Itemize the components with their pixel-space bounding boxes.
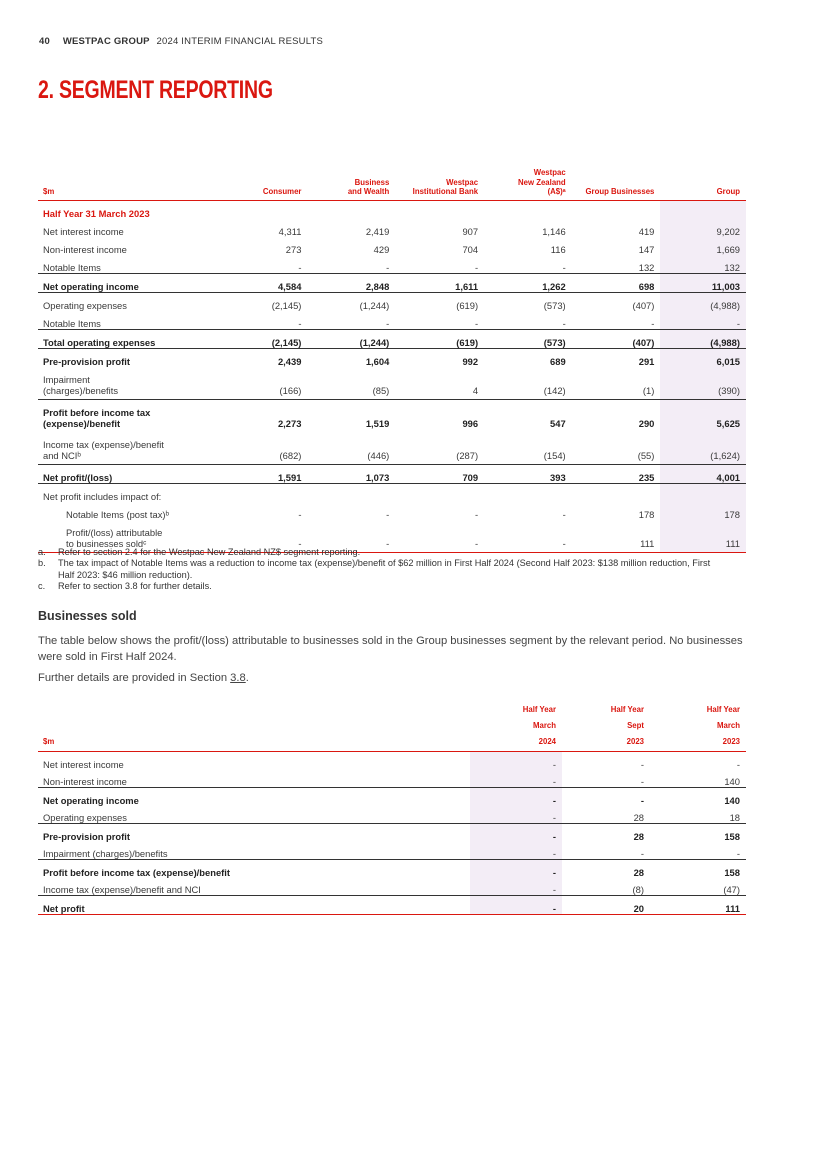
unit-header: $m (38, 702, 470, 752)
footnote: c. Refer to section 3.8 for further details. (38, 580, 212, 591)
table-row (38, 464, 746, 483)
col-hy-sep-2023: Half Year Sept 2023 (562, 702, 650, 752)
cell-value: (8) (632, 884, 644, 895)
cell-value: 1,073 (307, 464, 395, 483)
footnotes (38, 547, 718, 592)
table-row (38, 806, 746, 824)
row-label: Impairment (charges)/benefits (43, 848, 168, 859)
row-label: Profit before income tax (expense)/benefit (38, 860, 470, 878)
col-consumer: Consumer (228, 168, 307, 200)
cell-value: 291 (572, 348, 661, 367)
row-label: Net interest income (43, 758, 124, 770)
cell-value: - (562, 261, 566, 273)
cell-value: 698 (572, 273, 661, 292)
cell-value: (85) (372, 384, 390, 396)
cell-value: - (562, 317, 566, 329)
row-label: Non-interest income (43, 243, 127, 255)
cell-value: 1,262 (484, 273, 572, 292)
cell-value: 18 (729, 812, 740, 823)
row-label: Net profit/(loss) (38, 464, 228, 483)
cell-value: 419 (638, 225, 655, 237)
table-row (38, 824, 746, 842)
cell-value: 1,146 (542, 225, 566, 237)
cell-value: - (470, 824, 562, 842)
cell-value: - (386, 261, 390, 273)
cell-value: 1,604 (307, 348, 395, 367)
cell-value: - (228, 520, 307, 553)
cell-value: 111 (572, 520, 661, 553)
table-row (38, 502, 746, 520)
company-name: WESTPAC GROUP (62, 36, 150, 47)
cell-value: (55) (637, 449, 655, 461)
cell-value (307, 483, 395, 502)
table-row (38, 860, 746, 878)
row-label: Impairment (charges)/benefits (43, 373, 119, 396)
cell-value: - (640, 776, 644, 787)
cell-value (228, 483, 307, 502)
cell-value: 147 (638, 243, 655, 255)
cell-value: (407) (572, 292, 661, 311)
cell-value: - (470, 860, 562, 878)
bs-header-row (38, 702, 746, 752)
col-wib: Westpac Institutional Bank (395, 168, 484, 200)
cell-value (395, 483, 484, 502)
cell-value: 140 (724, 776, 740, 787)
cell-value: 235 (572, 464, 661, 483)
businesses-sold-paragraph: The table below shows the profit/(loss) attributable to businesses sold in the Group businesses segment by the relevant period. No businesses were sold in First Half 2024. (38, 635, 743, 663)
cell-value: (166) (279, 384, 302, 396)
cell-value: 1,611 (395, 273, 484, 292)
cell-value (484, 483, 572, 502)
row-label: Profit/(loss) attributable to businesses soldᶜ (38, 520, 228, 553)
cell-value: 2,848 (307, 273, 395, 292)
cell-value: 132 (660, 255, 746, 274)
table-row (38, 788, 746, 806)
row-label: Total operating expenses (38, 329, 228, 348)
cell-value: (619) (395, 329, 484, 348)
cell-value: (1,244) (307, 329, 395, 348)
cell-value: (1,244) (307, 292, 395, 311)
segment-header-row (38, 168, 746, 200)
page-title: 2. SEGMENT REPORTING (38, 76, 273, 104)
businesses-sold-table (38, 702, 746, 915)
cell-value: (682) (279, 449, 302, 461)
further-details: Further details are provided in Section 3.8. (38, 672, 249, 684)
cell-value: (47) (723, 884, 740, 895)
cell-value: - (307, 520, 395, 553)
cell-value: - (470, 842, 562, 860)
cell-value: - (470, 770, 562, 788)
segment-table (38, 168, 746, 553)
col-hy-mar-2024: Half Year March 2024 (470, 702, 562, 752)
cell-value: 9,202 (660, 219, 746, 237)
table-row (38, 770, 746, 788)
running-header (39, 36, 323, 47)
table-row (38, 237, 746, 255)
cell-value: - (298, 261, 302, 273)
cell-value: - (298, 508, 302, 520)
cell-value: 273 (285, 243, 302, 255)
row-label: Notable Items (43, 317, 101, 329)
cell-value: (154) (543, 449, 566, 461)
table-row (38, 273, 746, 292)
cell-value: 992 (395, 348, 484, 367)
table-row (38, 367, 746, 400)
cell-value: (2,145) (228, 329, 307, 348)
cell-value: - (470, 752, 562, 770)
cell-value: 111 (650, 896, 746, 915)
row-label: Notable Items (43, 261, 101, 273)
section-label: Half Year 31 March 2023 (43, 207, 150, 219)
businesses-sold-heading: Businesses sold (38, 609, 137, 623)
unit-header: $m (38, 168, 228, 200)
row-label: Income tax (expense)/benefit and NCIᵇ (43, 438, 164, 461)
row-label: Operating expenses (43, 812, 127, 823)
cell-value: 11,003 (660, 273, 746, 292)
table-row (38, 752, 746, 770)
table-row (38, 292, 746, 311)
cell-value: (287) (456, 449, 479, 461)
col-group: Group (660, 168, 746, 200)
cell-value: (446) (367, 449, 390, 461)
row-label: Net operating income (38, 273, 228, 292)
cell-value: - (386, 317, 390, 329)
cell-value: 1,591 (228, 464, 307, 483)
cell-value: 1,669 (660, 237, 746, 255)
cell-value: 393 (484, 464, 572, 483)
row-label: Notable Items (post tax)ᵇ (66, 508, 170, 520)
cell-value: (142) (543, 384, 566, 396)
cell-value: 140 (650, 788, 746, 806)
report-name: 2024 INTERIM FINANCIAL RESULTS (156, 36, 324, 47)
cell-value: 2,439 (228, 348, 307, 367)
cell-value (660, 483, 746, 502)
table-row (38, 255, 746, 274)
col-business-wealth: Business and Wealth (307, 168, 395, 200)
table-row (38, 348, 746, 367)
cell-value: 158 (650, 860, 746, 878)
cell-value: (2,145) (228, 292, 307, 311)
footnote: b. The tax impact of Notable Items was a reduction to income tax (expense)/benefit of $62 million in First Half 2024 (Second Half 2023: $138 million reduction, First Half 2023: $46 million reduction). (38, 558, 711, 580)
cell-value: - (474, 508, 479, 520)
cell-value: 2,273 (228, 399, 307, 432)
table-row (38, 842, 746, 860)
cell-value: - (562, 508, 566, 520)
table-row (38, 432, 746, 465)
cell-value: (390) (660, 367, 746, 400)
cell-value: (573) (484, 329, 572, 348)
cell-value: (4,988) (660, 292, 746, 311)
cell-value: - (470, 806, 562, 824)
cell-value: 4 (472, 384, 479, 396)
cell-value: 290 (572, 399, 661, 432)
cell-value: 547 (484, 399, 572, 432)
cell-value: 907 (462, 225, 479, 237)
cell-value: (407) (572, 329, 661, 348)
cell-value: - (470, 896, 562, 915)
cell-value: 1,519 (307, 399, 395, 432)
cell-value: 158 (650, 824, 746, 842)
cell-value: 28 (562, 860, 650, 878)
row-label: Income tax (expense)/benefit and NCI (43, 884, 201, 895)
row-label: Net profit (38, 896, 470, 915)
cell-value: 4,001 (660, 464, 746, 483)
cell-value: (619) (395, 292, 484, 311)
table-row (38, 878, 746, 896)
section-link[interactable]: 3.8 (230, 672, 246, 684)
row-label: Net profit includes impact of: (38, 483, 228, 502)
cell-value: 429 (373, 243, 390, 255)
col-group-businesses: Group Businesses (572, 168, 661, 200)
row-label: Profit before income tax (expense)/benefit (38, 399, 228, 432)
cell-value: 178 (638, 508, 655, 520)
cell-value: - (470, 878, 562, 896)
cell-value: - (562, 788, 650, 806)
cell-value: 996 (395, 399, 484, 432)
cell-value: - (474, 261, 479, 273)
table-row (38, 329, 746, 348)
table-row (38, 896, 746, 915)
cell-value: - (484, 520, 572, 553)
row-label: Net interest income (43, 225, 124, 237)
cell-value: 20 (562, 896, 650, 915)
cell-value: - (736, 848, 740, 859)
cell-value: 116 (550, 243, 566, 255)
cell-value: 28 (562, 824, 650, 842)
cell-value: (4,988) (660, 329, 746, 348)
cell-value: - (651, 317, 655, 329)
cell-value (572, 483, 661, 502)
cell-value: - (474, 317, 479, 329)
footnote: a. Refer to section 2.4 for the Westpac New Zealand NZ$ segment reporting. (38, 547, 361, 557)
cell-value: - (640, 848, 644, 859)
cell-value: - (470, 788, 562, 806)
cell-value: 709 (395, 464, 484, 483)
page-number: 40 (39, 36, 50, 47)
cell-value: - (736, 758, 740, 770)
cell-value: 5,625 (660, 399, 746, 432)
cell-value: 178 (660, 502, 746, 520)
cell-value: 6,015 (660, 348, 746, 367)
col-hy-mar-2023: Half Year March 2023 (650, 702, 746, 752)
cell-value: 132 (638, 261, 655, 273)
cell-value: - (386, 508, 390, 520)
cell-value: 4,584 (228, 273, 307, 292)
section-label-row (38, 200, 746, 219)
cell-value: 704 (462, 243, 479, 255)
cell-value: - (660, 311, 746, 330)
cell-value: 689 (484, 348, 572, 367)
row-label: Pre-provision profit (38, 824, 470, 842)
cell-value: 2,419 (365, 225, 390, 237)
cell-value: 111 (660, 520, 746, 553)
row-label: Non-interest income (43, 776, 127, 787)
cell-value: 28 (633, 812, 644, 823)
cell-value: 4,311 (278, 225, 302, 237)
row-label: Operating expenses (38, 292, 228, 311)
cell-value: - (640, 758, 644, 770)
table-row (38, 219, 746, 237)
cell-value: (1,624) (660, 432, 746, 465)
table-row (38, 311, 746, 330)
cell-value: (573) (484, 292, 572, 311)
col-wnz: Westpac New Zealand (A$)ᵃ (484, 168, 572, 200)
cell-value: - (395, 520, 484, 553)
row-label: Net operating income (38, 788, 470, 806)
cell-value: (1) (642, 384, 655, 396)
row-label: Pre-provision profit (38, 348, 228, 367)
table-row (38, 399, 746, 432)
table-row (38, 483, 746, 502)
cell-value: - (298, 317, 302, 329)
